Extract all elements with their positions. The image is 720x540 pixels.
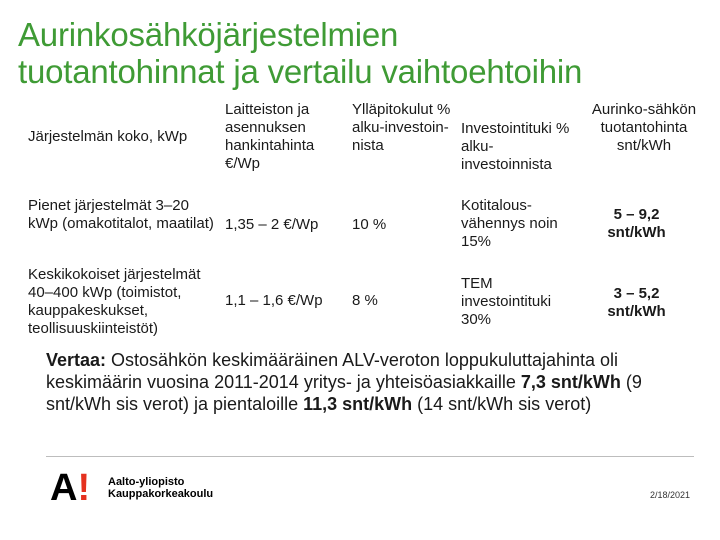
- row1-equipment-price: 1,35 – 2 €/Wp: [225, 216, 319, 233]
- row2-system-size: Keskikokoiset järjestelmät 40–400 kWp (toimistot, kauppakeskukset, teollisuuskiinteistöt): [28, 266, 201, 337]
- comparison-value-2: 11,3 snt/kWh: [303, 394, 413, 414]
- row1-system-size: Pienet järjestelmät 3–20 kWp (omakotitalot, maatilat): [28, 197, 214, 232]
- comparison-text-2: (9 snt/kWh sis verot) ja pientaloille: [46, 372, 642, 414]
- row2-investment-subsidy: TEM investointituki 30%: [461, 275, 552, 328]
- comparison-lead: Vertaa:: [46, 350, 107, 370]
- title-line-1: Aurinkosähköjärjestelmien: [18, 16, 399, 53]
- row1-production-price: 5 – 9,2 snt/kWh: [607, 206, 666, 241]
- header-maintenance: Ylläpitokulut % alku-investoin-nista: [352, 101, 451, 154]
- header-investment-subsidy: Investointituki % alku-investoinnista: [461, 120, 570, 173]
- header-production-price: Aurinko-sähkön tuotantohinta snt/kWh: [591, 101, 697, 154]
- header-equipment-price: Laitteiston ja asennuksen hankintahinta €/Wp: [225, 101, 315, 172]
- footer-divider: [46, 456, 694, 457]
- page-title: [18, 16, 708, 90]
- comparison-note: [46, 349, 686, 415]
- header-system-size: Järjestelmän koko, kWp: [28, 128, 188, 145]
- logo-line-2: Kauppakorkeakoulu: [108, 488, 214, 500]
- title-line-2: tuotantohinnat ja vertailu vaihtoehtoihin: [18, 53, 583, 90]
- row1-investment-subsidy: Kotitalous-vähennys noin 15%: [461, 197, 558, 250]
- comparison-text-3: (14 snt/kWh sis verot): [412, 394, 592, 414]
- comparison-text-1: Ostosähkön keskimääräinen ALV-veroton loppukuluttajahinta oli keskimäärin vuosina 2011-2014 yritys- ja yhteisöasiakkaille: [46, 350, 619, 392]
- slide-date: 2/18/2021: [649, 490, 690, 500]
- row1-maintenance: 10 %: [352, 216, 387, 233]
- logo-line-1: Aalto-yliopisto: [108, 476, 185, 488]
- aalto-logo-icon: A!: [50, 467, 91, 509]
- row2-maintenance: 8 %: [352, 292, 378, 309]
- row2-equipment-price: 1,1 – 1,6 €/Wp: [225, 292, 323, 309]
- aalto-logo-text: [108, 476, 268, 500]
- row2-production-price: 3 – 5,2 snt/kWh: [607, 285, 666, 320]
- comparison-value-1: 7,3 snt/kWh: [520, 372, 621, 392]
